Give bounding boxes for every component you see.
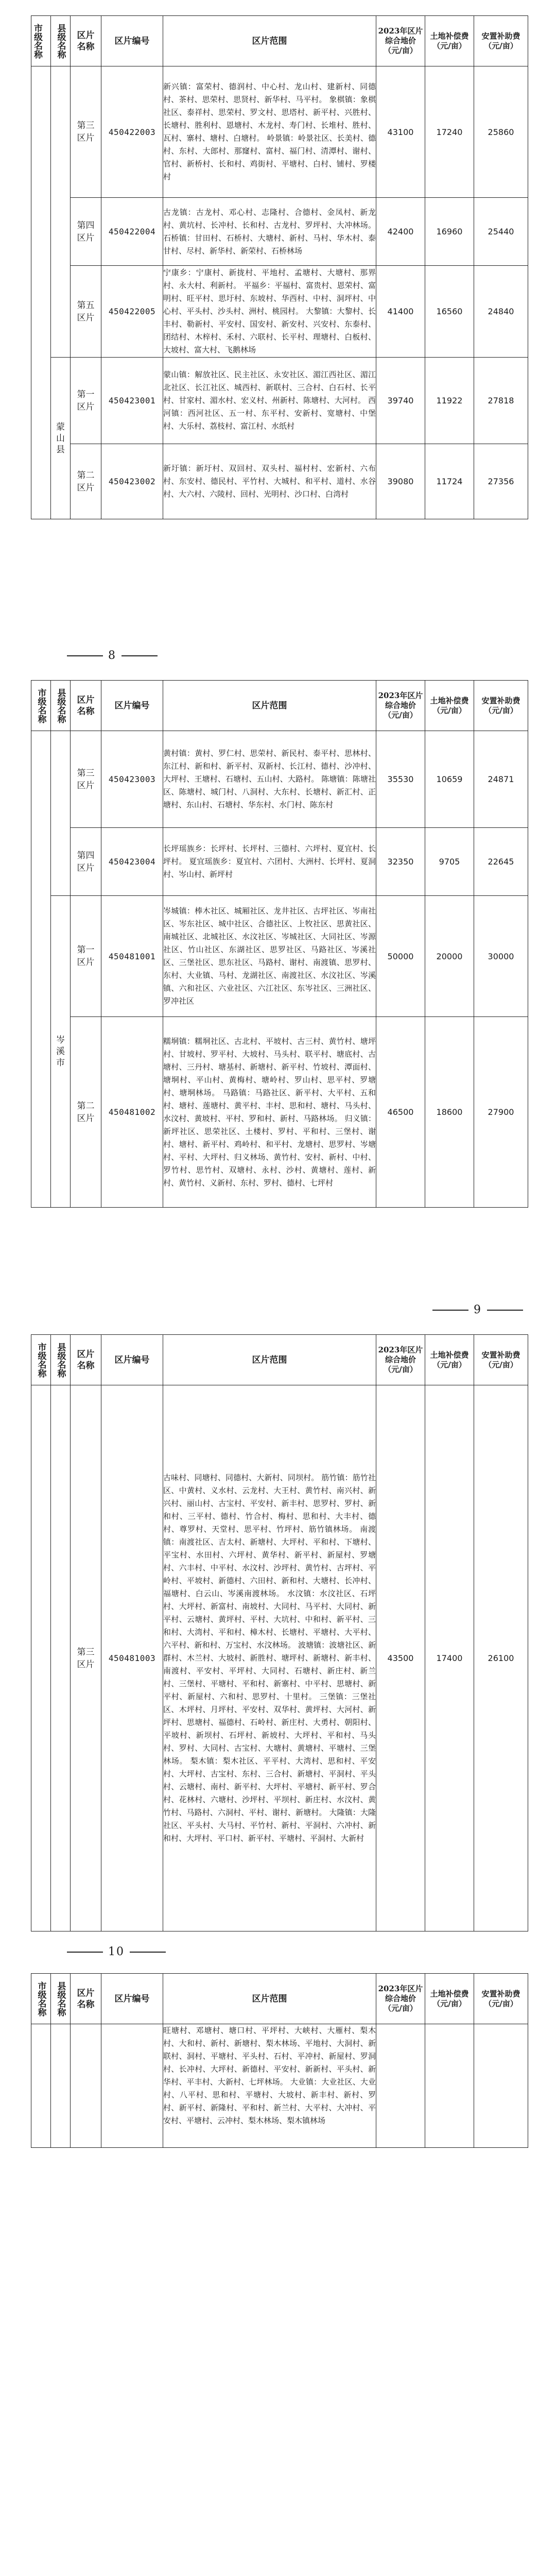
header-price bbox=[376, 1974, 425, 2024]
header-land-text: 土地补偿费（元/亩） bbox=[430, 696, 469, 715]
header-range: 区片范围 bbox=[163, 16, 376, 66]
header-price-text: 2023年区片综合地价（元/亩） bbox=[378, 1984, 423, 2013]
table-header-row bbox=[31, 1335, 528, 1385]
header-county-text: 县级名称 bbox=[55, 1342, 66, 1378]
zone-code: 450423003 bbox=[101, 731, 163, 828]
land-table-page-10 bbox=[31, 1334, 528, 1931]
zone-resettle: 27356 bbox=[474, 444, 528, 519]
zone-name-text: 第四区片 bbox=[77, 850, 95, 873]
zone-name-text: 第一区片 bbox=[77, 389, 95, 412]
zone-price: 32350 bbox=[376, 828, 425, 896]
zone-code: 450422005 bbox=[101, 266, 163, 358]
zone-range: 旺塘村、邓塘村、塘口村、平坪村、大峡村、大雁村、梨木村、大和村、新村、新塘村、梨木林场、平地村、大洞村、新联村、洞村、平塘村、平头村、石村、平冲村、新屋村、罗洞村、长冲村、大坪村、新德村、平安村、新新村、平头村、新华村、平丰村、大新村、七坪林场。 大业镇：大业社区、大业村、八平村、思和村、平塘村、大坡村、新丰村、新村、罗村、新平村、新隆村、平和村、新兰村、大平村、大冲村、平安村、平塘村、云冲村、梨木林场、梨木镇林场 bbox=[163, 2024, 376, 2148]
header-resettle-text: 安置补助费（元/亩） bbox=[481, 31, 520, 50]
zone-price bbox=[376, 2024, 425, 2148]
header-price-text: 2023年区片综合地价（元/亩） bbox=[378, 691, 423, 720]
zone-land: 11922 bbox=[425, 358, 474, 444]
zone-resettle: 24840 bbox=[474, 266, 528, 358]
zone-price: 41400 bbox=[376, 266, 425, 358]
header-city bbox=[31, 1335, 51, 1385]
zone-range: 蒙山镇：解放社区、民主社区、永安社区、湄江西社区、湄江北社区、长江社区、城西村、新联村、三合村、白石村、长平村、甘家村、湄水村、宏义村、州新村、陈塘村、大河村。 西河镇：西河社区、五一村、东平村、安新村、宽塘村、中堡村、大乐村、荔枝村、富江村、水纸村 bbox=[163, 358, 376, 444]
header-name bbox=[71, 1335, 101, 1385]
zone-name-text: 第二区片 bbox=[77, 470, 95, 493]
table-row bbox=[31, 198, 528, 266]
header-name-text: 区片名称 bbox=[77, 694, 95, 717]
header-resettle-text: 安置补助费（元/亩） bbox=[481, 1989, 520, 2008]
zone-name bbox=[71, 266, 101, 358]
zone-range: 古龙镇：古龙村、邓心村、志隆村、合德村、金凤村、新龙村、黄坑村、长冲村、长和村、古龙村、罗坪村、大冲林场。 石桥镇：甘田村、石桥村、大塘村、新村、马村、华木村、泰甘村、尽村、新华村、新荣村、石桥林场 bbox=[163, 198, 376, 266]
header-city-text: 市级名称 bbox=[36, 1342, 46, 1378]
zone-resettle: 24871 bbox=[474, 731, 528, 828]
zone-range: 长坪瑶族乡：长坪村、长坪村、三德村、六坪村、夏宜村、长坪村。 夏宜瑶族乡：夏宜村、六团村、大洲村、长坪村、夏洞村、岑山村、新坪村 bbox=[163, 828, 376, 896]
zone-code: 450481001 bbox=[101, 896, 163, 1017]
zone-price: 43100 bbox=[376, 66, 425, 198]
header-code: 区片编号 bbox=[101, 16, 163, 66]
header-code: 区片编号 bbox=[101, 681, 163, 731]
header-price bbox=[376, 16, 425, 66]
header-city-text: 市级名称 bbox=[36, 1981, 46, 2016]
city-cell bbox=[31, 731, 51, 1208]
zone-resettle: 25860 bbox=[474, 66, 528, 198]
zone-price: 46500 bbox=[376, 1017, 425, 1208]
table-row bbox=[31, 2024, 528, 2148]
county-name: 蒙山县 bbox=[56, 421, 65, 455]
zone-code: 450423004 bbox=[101, 828, 163, 896]
county-cell bbox=[51, 1385, 71, 1931]
zone-land: 11724 bbox=[425, 444, 474, 519]
header-city-text: 市级名称 bbox=[32, 23, 42, 59]
zone-code: 450423001 bbox=[101, 358, 163, 444]
zone-price: 39740 bbox=[376, 358, 425, 444]
table-header-row bbox=[31, 16, 528, 66]
zone-land: 10659 bbox=[425, 731, 474, 828]
header-county-text: 县级名称 bbox=[55, 688, 66, 723]
header-price bbox=[376, 681, 425, 731]
header-city bbox=[31, 681, 51, 731]
table-header-row bbox=[31, 681, 528, 731]
zone-name bbox=[71, 444, 101, 519]
header-resettle bbox=[474, 681, 528, 731]
header-price-text: 2023年区片综合地价（元/亩） bbox=[378, 26, 423, 55]
zone-land: 17400 bbox=[425, 1385, 474, 1931]
table-row bbox=[31, 358, 528, 444]
zone-name-text: 第五区片 bbox=[77, 300, 95, 323]
header-code: 区片编号 bbox=[101, 1335, 163, 1385]
zone-name bbox=[71, 731, 101, 828]
county-cell bbox=[51, 2024, 71, 2148]
table-row bbox=[31, 896, 528, 1017]
zone-resettle bbox=[474, 2024, 528, 2148]
header-county bbox=[51, 1974, 71, 2024]
zone-land: 16560 bbox=[425, 266, 474, 358]
page-number-8 bbox=[62, 649, 163, 662]
zone-name bbox=[71, 1385, 101, 1931]
table-row bbox=[31, 1017, 528, 1208]
header-code: 区片编号 bbox=[101, 1974, 163, 2024]
table-header-row bbox=[31, 1974, 528, 2024]
zone-resettle: 25440 bbox=[474, 198, 528, 266]
land-table-page-8 bbox=[31, 15, 528, 519]
header-resettle bbox=[474, 16, 528, 66]
zone-land: 17240 bbox=[425, 66, 474, 198]
zone-resettle: 27900 bbox=[474, 1017, 528, 1208]
county-cell bbox=[51, 731, 71, 896]
header-range: 区片范围 bbox=[163, 1974, 376, 2024]
zone-name bbox=[71, 828, 101, 896]
zone-price: 43500 bbox=[376, 1385, 425, 1931]
zone-name-text: 第三区片 bbox=[77, 121, 95, 143]
zone-name bbox=[71, 2024, 101, 2148]
page-number-10 bbox=[62, 1945, 171, 1958]
zone-price: 50000 bbox=[376, 896, 425, 1017]
zone-name-text: 第二区片 bbox=[77, 1100, 95, 1124]
header-county-text: 县级名称 bbox=[55, 23, 66, 59]
header-land-text: 土地补偿费（元/亩） bbox=[430, 1350, 469, 1369]
header-resettle bbox=[474, 1335, 528, 1385]
zone-range: 新圩镇：新圩村、双回村、双头村、福村村、宏新村、六布村、东安村、德民村、平竹村、大城村、和平村、道村、水谷村、大六村、六陵村、回村、光明村、沙口村、白湾村 bbox=[163, 444, 376, 519]
table-row bbox=[31, 1385, 528, 1931]
zone-range: 黄村镇：黄村、罗仁村、思荣村、新民村、泰平村、思林村、东江村、新和村、新平村、双新村、长江村、德村、沙冲村、大坪村、王塘村、石塘村、五山村、大路村。 陈塘镇：陈塘社区、陈塘村、城门村、八洞村、大东村、长塘村、新汇村、正塘村、东山村、石塘村、华东村、水门村、陈东村 bbox=[163, 731, 376, 828]
header-price bbox=[376, 1335, 425, 1385]
land-table-page-9 bbox=[31, 680, 528, 1208]
header-land bbox=[425, 1974, 474, 2024]
zone-code: 450422003 bbox=[101, 66, 163, 198]
zone-price: 39080 bbox=[376, 444, 425, 519]
zone-price: 35530 bbox=[376, 731, 425, 828]
zone-name bbox=[71, 896, 101, 1017]
zone-price: 42400 bbox=[376, 198, 425, 266]
header-name bbox=[71, 16, 101, 66]
zone-land: 16960 bbox=[425, 198, 474, 266]
county-cell bbox=[51, 358, 71, 519]
zone-name bbox=[71, 66, 101, 198]
table-row bbox=[31, 731, 528, 828]
table-row bbox=[31, 444, 528, 519]
header-county bbox=[51, 681, 71, 731]
zone-resettle: 22645 bbox=[474, 828, 528, 896]
city-cell bbox=[31, 2024, 51, 2148]
county-cell bbox=[51, 896, 71, 1208]
header-city bbox=[31, 16, 51, 66]
zone-range: 糯垌镇：糯垌社区、古北村、平坡村、古三村、黄竹村、塘坪村、甘坡村、罗平村、大坡村、马头村、联平村、塘底村、古塘村、三丹村、塘基村、新塘村、新平村、竹坡村、潭面村、塘垌村、平山村、黄梅村、塘岭村、罗山村、思平村、罗塘村、塘垌林场。 马路镇：马路社区、新平村、大平村、五和村、塘村、莲塘村、黄平村、丰村、思和村、塘村、马头村、水汶村、黄坡村、平村、罗和村、新村、马路林场。 归义镇：新坪社区、思荣社区、土楼村、罗村、平和村、三堡村、谢村、塘村、新平村、鸡岭村、和平村、龙塘村、思罗村、岑塘村、平村、大坪村、归义林场、黄竹村、安村、新村、中村、罗竹村、思竹村、双塘村、永村、沙村、黄塘村、莲村、新村、黄竹村、义新村、东村、罗村、德村、七坪村 bbox=[163, 1017, 376, 1208]
zone-range: 宁康乡：宁康村、新拢村、平地村、孟塘村、大塘村、那界村、永大村、利新村。 平福乡：平福村、富贵村、恩荣村、富明村、旺平村、思圩村、东坡村、华西村、中村、洞坪村、中心村、平头村、沙头村、洲村、桃园村。 大黎镇：大黎村、长丰村、勒新村、平安村、国安村、新安村、兴安村、东泰村、团结村、木梓村、禾村、六联村、长平村、理塘村、白板村、大坡村、富大村、飞鹅林场 bbox=[163, 266, 376, 358]
header-land bbox=[425, 1335, 474, 1385]
page-number-text: 8 bbox=[108, 649, 116, 662]
header-name-text: 区片名称 bbox=[77, 1349, 95, 1371]
header-land bbox=[425, 681, 474, 731]
table-row bbox=[31, 828, 528, 896]
header-price-text: 2023年区片综合地价（元/亩） bbox=[378, 1345, 423, 1374]
zone-code bbox=[101, 2024, 163, 2148]
land-table-page-11 bbox=[31, 1973, 528, 2148]
header-city bbox=[31, 1974, 51, 2024]
zone-name-text: 第三区片 bbox=[77, 1647, 95, 1670]
header-resettle bbox=[474, 1974, 528, 2024]
zone-code: 450481002 bbox=[101, 1017, 163, 1208]
table-row bbox=[31, 266, 528, 358]
header-city-text: 市级名称 bbox=[36, 688, 46, 723]
header-land-text: 土地补偿费（元/亩） bbox=[430, 31, 469, 50]
header-land bbox=[425, 16, 474, 66]
header-resettle-text: 安置补助费（元/亩） bbox=[481, 696, 520, 715]
header-county bbox=[51, 16, 71, 66]
zone-land: 18600 bbox=[425, 1017, 474, 1208]
header-name bbox=[71, 1974, 101, 2024]
zone-name bbox=[71, 1017, 101, 1208]
zone-range: 古味村、同塘村、同德村、大新村、同坝村。 筋竹镇：筋竹社区、中黄村、义水村、云龙村、大王村、黄竹村、南兴村、新兴村、丽山村、古宝村、平安村、新丰村、思罗村、罗村、新和村、三平村、德村、竹合村、梅村、思和村、大丰村、德村、尊罗村、天堂村、思平村、竹坪村、筋竹镇林场。 南渡镇：南渡社区、吉太村、新塘村、大坪村、平和村、下塘村、平宝村、水田村、六坪村、黄华村、新平村、新屋村、罗塘村、六丰村、中平村、水汶村、沙坪村、黄竹村、古坪村、平岭村、平坡村、新德村、六田村、新和村、大塘村、长冲村、福塘村、白云山、岑溪南渡林场。 水汶镇：水汶社区、石坪村、大坪村、新富村、南坡村、大同村、马平村、大同村、新平村、云塘村、黄坪村、平村、大坑村、中和村、新平村、三和村、大湾村、平和村、樟木村、长塘村、平塘村、大平村、六平村、新和村、万宝村、水汶林场。 波塘镇：波塘社区、新群村、木兰村、大坡村、新胜村、塘坪村、新塘村、新丰村、南渡村、平安村、平坪村、大同村、石塘村、新庄村、新兰村、三堡村、平塘村、平和村、新寨村、中平村、思塘村、新平村、新屋村、六和村、思罗村、十里村。 三堡镇：三堡社区、木坪村、月坪村、平安村、双华村、黄坪村、大河村、新坪村、思塘村、福德村、石岭村、新庄村、大勇村、朝阳村、平坡村、新坝村、石坪村、新坡村、大坪村、平和村、马头村、罗村、大同村、古宝村、大塘村、黄塘村、平塘村、三堡林场。 梨木镇：梨木社区、平平村、大湾村、思和村、平安村、大坪村、古宝村、东村、三合村、新塘村、平洞村、平头村、云塘村、南村、新平村、大坪村、平塘村、新平村、罗合村、花林村、六塘村、沙坪村、平坝村、新庄村、水汶村、黄竹村、马路村、六洞村、平村、谢村、新塘村。 大隆镇：大隆社区、平头村、大马村、平竹村、新村、平洞村、六冲村、新和村、大坪村、平口村、新平村、平塘村、平洞村、大新村 bbox=[163, 1385, 376, 1931]
zone-range: 新兴镇：富荣村、德润村、中心村、龙山村、建新村、同德村、茶村、思荣村、思贤村、新华村、马平村。 象棋镇：象棋社区、泰祥村、思荣村、罗文村、思塔村、新平村、兴胜村、长塘村、胜利村、恩塘村、木龙村、寿门村、长堆村、胜村、瓦村、寨村、塘村、白塘村。 岭景镇：岭景社区、长美村、德村、东村、大郎村、那窿村、富村、福门村、清潭村、谢村、官村、新桥村、长和村、鸡街村、平塘村、白村、铺村、罗楼村 bbox=[163, 66, 376, 198]
zone-name-text: 第一区片 bbox=[77, 945, 95, 968]
page-number-text: 9 bbox=[474, 1303, 482, 1316]
header-county-text: 县级名称 bbox=[55, 1981, 66, 2016]
header-land-text: 土地补偿费（元/亩） bbox=[430, 1989, 469, 2008]
county-cell bbox=[51, 66, 71, 358]
zone-land: 20000 bbox=[425, 896, 474, 1017]
header-name-text: 区片名称 bbox=[77, 30, 95, 52]
header-county bbox=[51, 1335, 71, 1385]
zone-land: 9705 bbox=[425, 828, 474, 896]
page-number-text: 10 bbox=[108, 1945, 125, 1958]
zone-name-text: 第三区片 bbox=[77, 768, 95, 791]
zone-code: 450422004 bbox=[101, 198, 163, 266]
zone-resettle: 27818 bbox=[474, 358, 528, 444]
header-resettle-text: 安置补助费（元/亩） bbox=[481, 1350, 520, 1369]
header-name-text: 区片名称 bbox=[77, 1988, 95, 2010]
city-cell bbox=[31, 66, 51, 519]
zone-name-text: 第四区片 bbox=[77, 220, 95, 243]
city-cell bbox=[31, 1385, 51, 1931]
county-name: 岑溪市 bbox=[56, 1035, 65, 1068]
zone-resettle: 30000 bbox=[474, 896, 528, 1017]
zone-range: 岑城镇：棒木社区、城厢社区、龙井社区、古坪社区、岑南社区、岑东社区、城中社区、合德社区、上牧社区、思黄社区、南城社区、北城社区、水汶社区、岑城社区、大同社区、岑源社区、竹山社区、东湖社区、思罗社区、马路社区、岑溪社区、三堡社区、思东社区、马路村、谢村、南渡镇、思罗村、东村、大业镇、马村、龙湖社区、南渡社区、水汶社区、岑溪镇、六和社区、六业社区、六江社区、东岑社区、三洲社区、罗冲社区 bbox=[163, 896, 376, 1017]
page-number-9 bbox=[427, 1303, 528, 1316]
zone-name bbox=[71, 358, 101, 444]
zone-resettle: 26100 bbox=[474, 1385, 528, 1931]
header-range: 区片范围 bbox=[163, 681, 376, 731]
zone-code: 450423002 bbox=[101, 444, 163, 519]
header-range: 区片范围 bbox=[163, 1335, 376, 1385]
zone-name bbox=[71, 198, 101, 266]
table-row bbox=[31, 66, 528, 198]
zone-code: 450481003 bbox=[101, 1385, 163, 1931]
zone-land bbox=[425, 2024, 474, 2148]
header-name bbox=[71, 681, 101, 731]
